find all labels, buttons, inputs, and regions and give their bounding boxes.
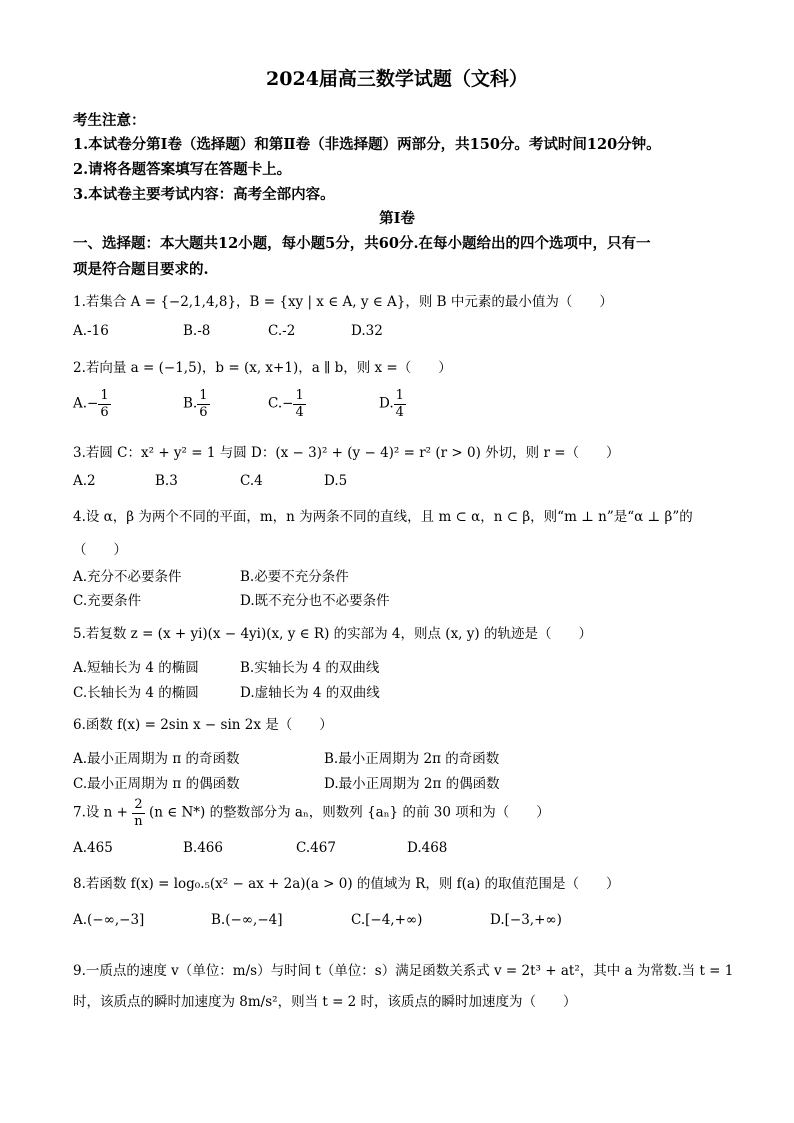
question-1-stem: 1.若集合 A = {−2,1,4,8}，B = {xy | x ∈ A, y ∈ A}，则 B 中元素的最小值为（ ） [73,294,613,310]
fraction-denominator: 4 [295,404,304,420]
fraction [98,388,110,420]
question-7-option-c: C.467 [296,840,336,856]
notice-item-1: 1.本试卷分第Ⅰ卷（选择题）和第Ⅱ卷（非选择题）两部分，共150分。考试时间120分钟。 [73,136,661,153]
option-label: A. [73,395,88,412]
question-6-option-a: A.最小正周期为 π 的奇函数 [73,751,240,767]
question-8-option-d: D.[−3,+∞) [490,912,562,928]
question-5-option-d: D.虚轴长为 4 的双曲线 [240,685,380,701]
question-8-option-a: A.(−∞,−3] [73,912,145,928]
fraction-numerator: 1 [395,388,404,403]
question-8-option-c: C.[−4,+∞) [351,912,423,928]
question-3-option-b: B.3 [155,473,178,489]
fraction [132,797,144,829]
question-7-option-d: D.468 [407,840,448,856]
fraction-numerator: 2 [134,797,143,812]
question-1-option-b: B.-8 [183,323,211,339]
question-2-option-a [73,388,111,420]
question-6-option-b: B.最小正周期为 2π 的奇函数 [324,751,500,767]
fraction-denominator: 6 [100,404,109,420]
question-4-option-b: B.必要不充分条件 [240,569,349,585]
question-3-option-a: A.2 [73,473,96,489]
question-3-option-d: D.5 [324,473,348,489]
question-7-stem [73,797,550,829]
option-sign: − [282,395,294,412]
question-1-option-a: A.-16 [73,323,109,339]
question-4-option-c: C.充要条件 [73,593,142,609]
question-1-option-c: C.-2 [268,323,296,339]
question-2-stem: 2.若向量 a = (−1,5)，b = (x, x+1)，a ∥ b，则 x =（ ） [73,360,452,376]
question-4-stem-cont: （ ） [73,542,127,558]
fraction-numerator: 1 [199,388,208,403]
exam-title: 2024届高三数学试题（文科） [266,68,528,90]
question-3-stem: 3.若圆 C：x² + y² = 1 与圆 D：(x − 3)² + (y − 4)² = r² (r > 0) 外切，则 r =（ ） [73,445,620,461]
question-1-option-d: D.32 [351,323,383,339]
notice-heading: 考生注意： [73,112,146,129]
fraction-denominator: 6 [199,404,208,420]
notice-item-3: 3.本试卷主要考试内容：高考全部内容。 [73,186,335,203]
question-5-option-a: A.短轴长为 4 的椭圆 [73,660,199,676]
question-2-option-c [268,388,306,420]
question-6-option-c: C.最小正周期为 π 的偶函数 [73,776,240,792]
question-4-option-d: D.既不充分也不必要条件 [240,593,390,609]
question-8-stem: 8.若函数 f(x) = log₀.₅(x² − ax + 2a)(a > 0) 的值域为 R，则 f(a) 的取值范围是（ ） [73,876,620,892]
question-4-stem: 4.设 α，β 为两个不同的平面，m，n 为两条不同的直线，且 m ⊂ α，n ⊂ β，则“m ⊥ n”是“α ⊥ β”的 [73,509,693,525]
question-5-stem: 5.若复数 z = (x + yi)(x − 4yi)(x, y ∈ R) 的实部为 4，则点 (x, y) 的轨迹是（ ） [73,626,592,642]
section-heading-line2: 项是符合题目要求的. [73,261,209,278]
section-title: 第Ⅰ卷 [379,210,415,227]
question-8-option-b: B.(−∞,−4] [211,912,283,928]
option-label: C. [268,395,283,412]
section-heading-line1: 一、选择题：本大题共12小题，每小题5分，共60分.在每小题给出的四个选项中，只有一 [73,235,651,252]
fraction-denominator: n [134,813,143,829]
fraction [394,388,406,420]
question-7-option-a: A.465 [73,840,113,856]
fraction-numerator: 1 [295,388,304,403]
question-2-option-d [379,388,406,420]
fraction [197,388,209,420]
question-6-stem: 6.函数 f(x) = 2sin x − sin 2x 是（ ） [73,717,333,733]
notice-item-2: 2.请将各题答案填写在答题卡上。 [73,161,292,178]
fraction [293,388,305,420]
fraction-numerator: 1 [100,388,109,403]
option-sign: − [87,395,99,412]
question-5-option-b: B.实轴长为 4 的双曲线 [240,660,380,676]
question-9-stem: 9.一质点的速度 v（单位：m/s）与时间 t（单位：s）满足函数关系式 v = 2t³ + at²，其中 a 为常数.当 t = 1 [73,963,734,979]
question-3-option-c: C.4 [240,473,263,489]
question-6-option-d: D.最小正周期为 2π 的偶函数 [324,776,500,792]
question-2-option-b [183,388,210,420]
stem-text: 7.设 n + [73,804,128,821]
stem-text: (n ∈ N*) 的整数部分为 aₙ，则数列 {aₙ} 的前 30 项和为（ ） [148,804,550,821]
fraction-denominator: 4 [395,404,404,420]
question-5-option-c: C.长轴长为 4 的椭圆 [73,685,199,701]
option-label: D. [379,395,394,412]
question-9-stem-cont: 时，该质点的瞬时加速度为 8m/s²，则当 t = 2 时，该质点的瞬时加速度为（ ） [73,994,577,1010]
option-label: B. [183,395,198,412]
question-7-option-b: B.466 [183,840,223,856]
question-4-option-a: A.充分不必要条件 [73,569,182,585]
